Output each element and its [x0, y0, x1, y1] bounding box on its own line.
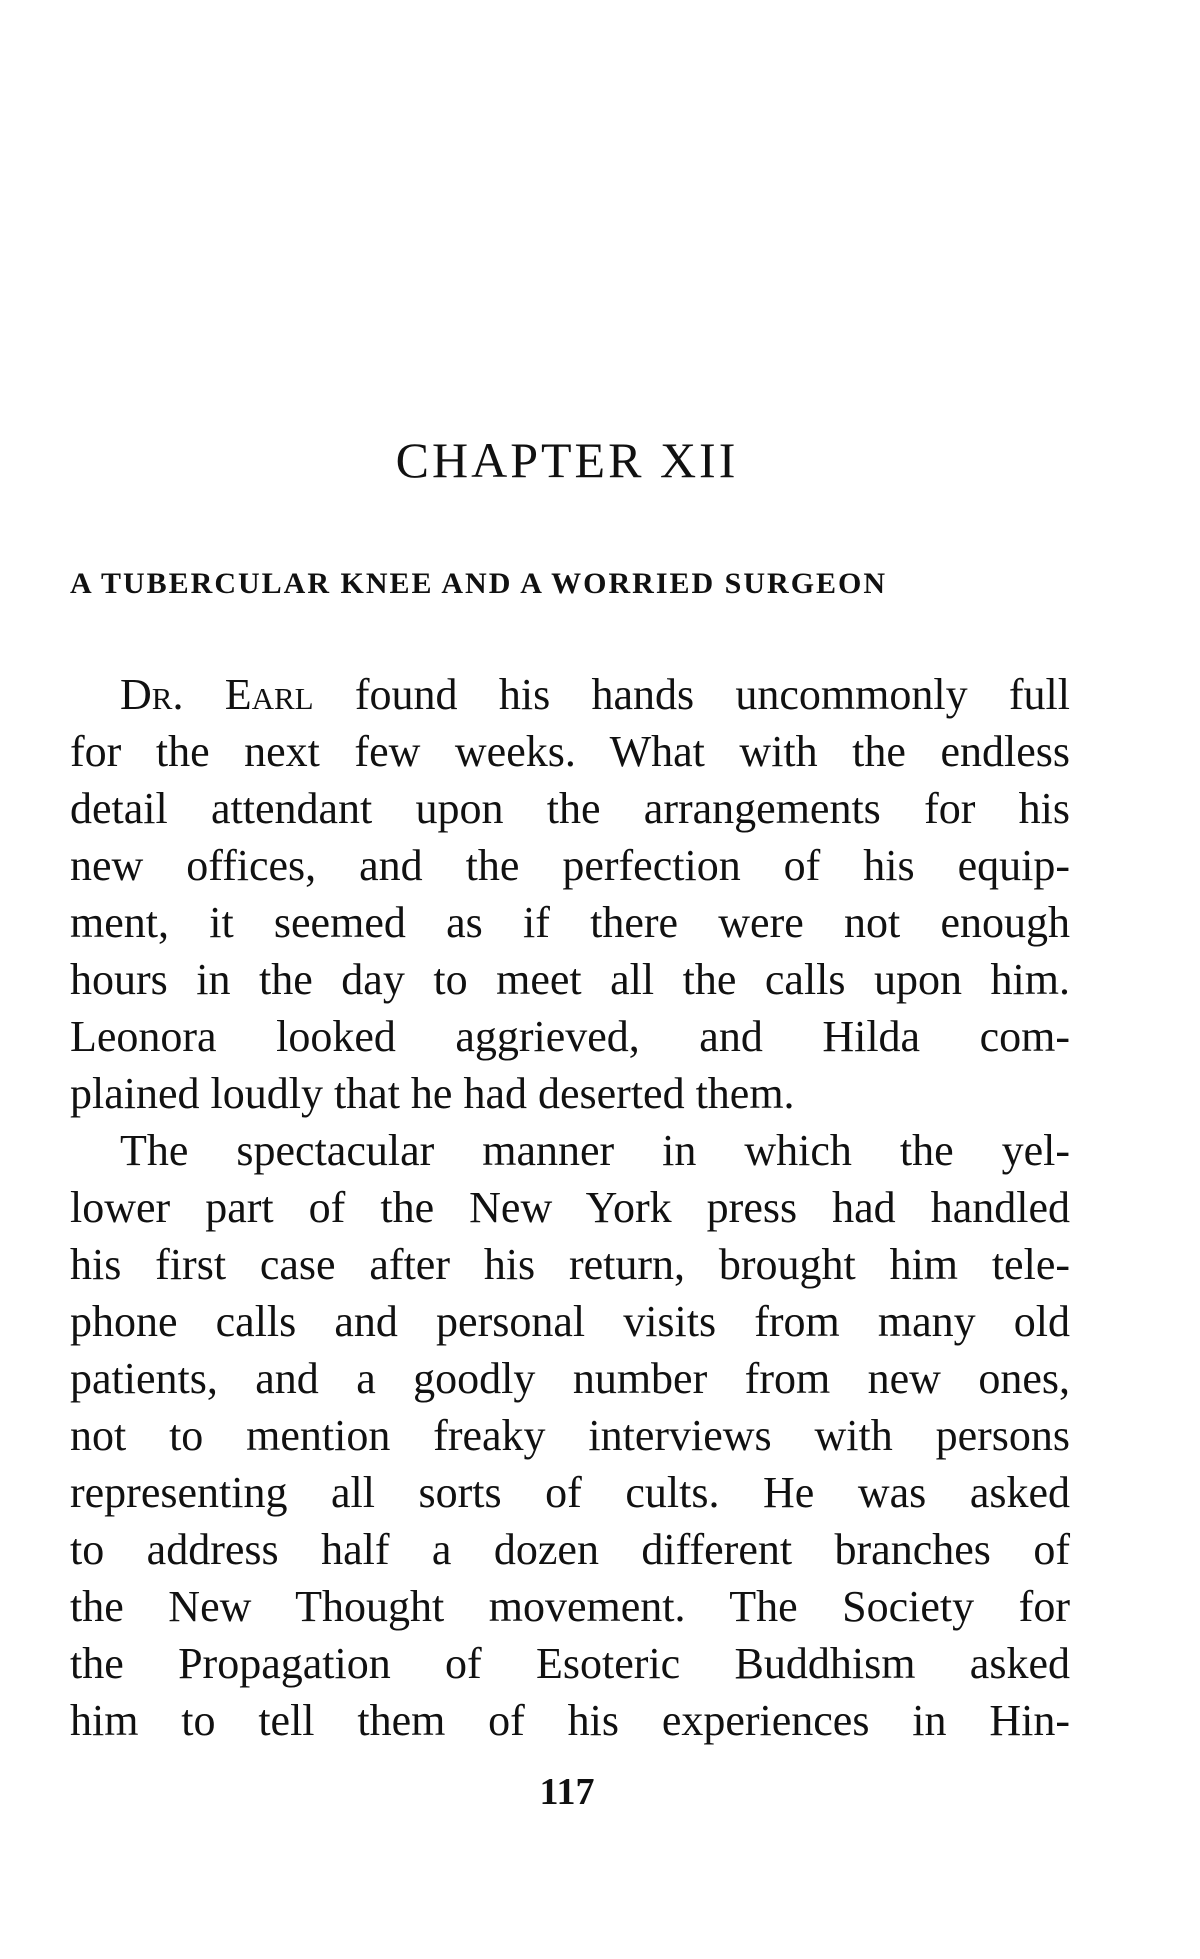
- text-line-content: found his hands uncommonly full: [313, 670, 1070, 719]
- chapter-subtitle: A TUBERCULAR KNEE AND A WORRIED SURGEON: [70, 567, 888, 600]
- text-line: his first case after his return, brought him tele-: [70, 1240, 1070, 1289]
- text-line: patients, and a goodly number from new ones,: [70, 1354, 1070, 1403]
- text-line: plained loudly that he had deserted them.: [70, 1069, 795, 1118]
- text-line: not to mention freaky interviews with persons: [70, 1411, 1070, 1460]
- page-number: 117: [539, 1771, 595, 1813]
- chapter-title: CHAPTER XII: [395, 432, 739, 488]
- text-line: ment, it seemed as if there were not enough: [70, 898, 1070, 947]
- text-line: for the next few weeks. What with the endless: [70, 727, 1070, 776]
- opening-words: Dr. Earl: [120, 670, 314, 719]
- text-line: lower part of the New York press had handled: [70, 1183, 1070, 1232]
- text-line: phone calls and personal visits from many old: [70, 1297, 1070, 1346]
- text-line: hours in the day to meet all the calls upon him.: [70, 955, 1070, 1004]
- text-line: detail attendant upon the arrangements for his: [70, 784, 1070, 833]
- text-line: the New Thought movement. The Society for: [70, 1582, 1070, 1631]
- text-line: the Propagation of Esoteric Buddhism asked: [70, 1639, 1070, 1688]
- text-line: The spectacular manner in which the yel-: [120, 1126, 1070, 1175]
- body-text: [70, 666, 1070, 1749]
- text-line: representing all sorts of cults. He was asked: [70, 1468, 1070, 1517]
- text-line: him to tell them of his experiences in Hin-: [70, 1696, 1070, 1745]
- text-line: new offices, and the perfection of his equip-: [70, 841, 1070, 890]
- text-line: Leonora looked aggrieved, and Hilda com-: [70, 1012, 1070, 1061]
- text-line: [70, 666, 1070, 723]
- text-line: to address half a dozen different branches of: [70, 1525, 1070, 1574]
